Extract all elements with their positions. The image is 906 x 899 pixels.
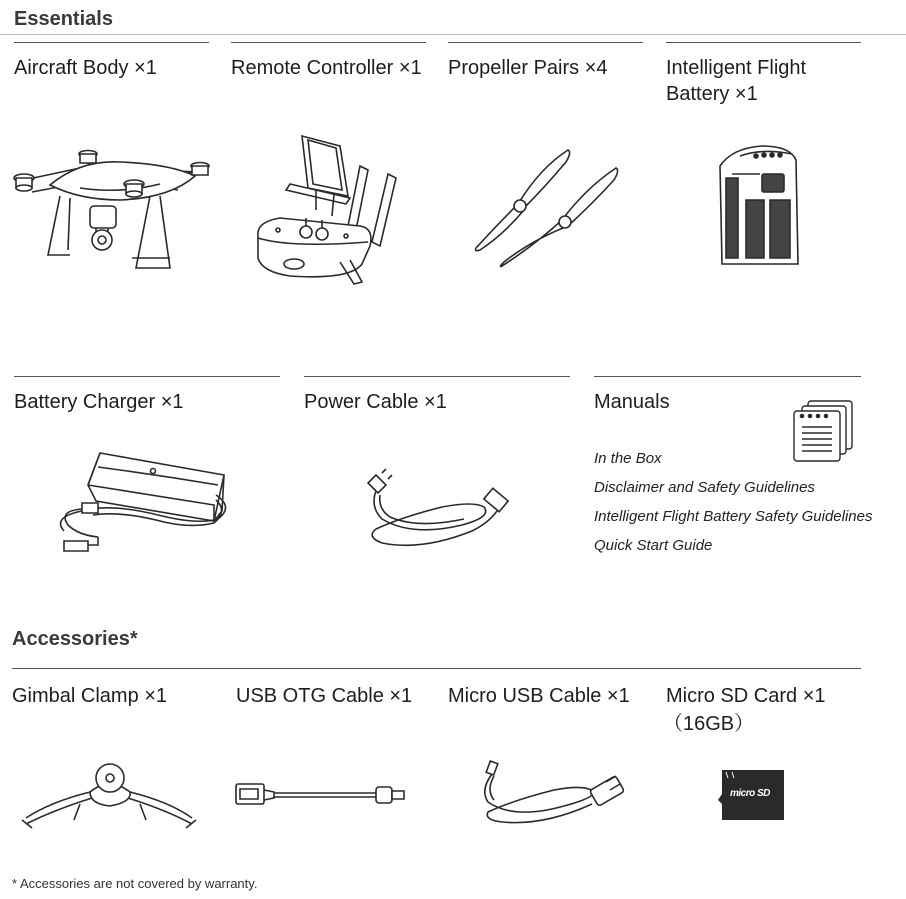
aircraft-body-label: Aircraft Body ×1 — [14, 57, 157, 79]
aircraft-icon — [10, 140, 215, 275]
micro-sd-card-icon — [716, 768, 788, 822]
essentials-heading: Essentials — [14, 8, 113, 30]
usb-otg-cable-icon — [234, 778, 410, 812]
gimbal-clamp-label: Gimbal Clamp ×1 — [12, 685, 168, 707]
manuals-label: Manuals — [594, 391, 670, 413]
micro-usb-cable-label: Micro USB Cable ×1 — [448, 685, 630, 707]
usb-otg-cable-label: USB OTG Cable ×1 — [236, 685, 413, 707]
power-cable-label: Power Cable ×1 — [304, 391, 447, 413]
propeller-pairs-label: Propeller Pairs ×4 — [448, 57, 608, 79]
battery-charger-label: Battery Charger ×1 — [14, 391, 184, 413]
accessories-heading: Accessories* — [12, 628, 138, 650]
charger-icon — [38, 445, 238, 560]
manual-in-the-box: In the Box — [594, 450, 662, 467]
manual-quick-start: Quick Start Guide — [594, 537, 713, 554]
top-divider — [0, 34, 906, 36]
micro-usb-cable-icon — [474, 760, 632, 826]
manual-disclaimer: Disclaimer and Safety Guidelines — [594, 479, 815, 496]
rule-aircraft — [14, 42, 209, 43]
remote-controller-icon — [250, 130, 415, 290]
rule-battery — [666, 42, 861, 43]
warranty-footnote: * Accessories are not covered by warranty. — [12, 876, 258, 891]
rule-remote — [231, 42, 426, 43]
power-cable-icon — [362, 467, 510, 557]
gimbal-clamp-icon — [20, 762, 198, 832]
manuals-icon — [792, 399, 856, 463]
sd-logo-text: micro SD — [730, 788, 770, 799]
battery-label-line1: Intelligent Flight — [666, 57, 807, 79]
manual-battery-safety: Intelligent Flight Battery Safety Guidelines — [594, 508, 873, 525]
rule-accessories — [12, 668, 861, 669]
rule-manuals — [594, 376, 861, 377]
propeller-icon — [470, 148, 625, 270]
rule-charger — [14, 376, 280, 377]
micro-sd-card-label-line1: Micro SD Card ×1 — [666, 685, 826, 707]
rule-propeller — [448, 42, 643, 43]
rule-power-cable — [304, 376, 570, 377]
battery-icon — [712, 138, 804, 270]
remote-controller-label: Remote Controller ×1 — [231, 57, 422, 79]
micro-sd-card-label-line2: （16GB） — [663, 713, 755, 735]
battery-label-line2: Battery ×1 — [666, 83, 758, 105]
